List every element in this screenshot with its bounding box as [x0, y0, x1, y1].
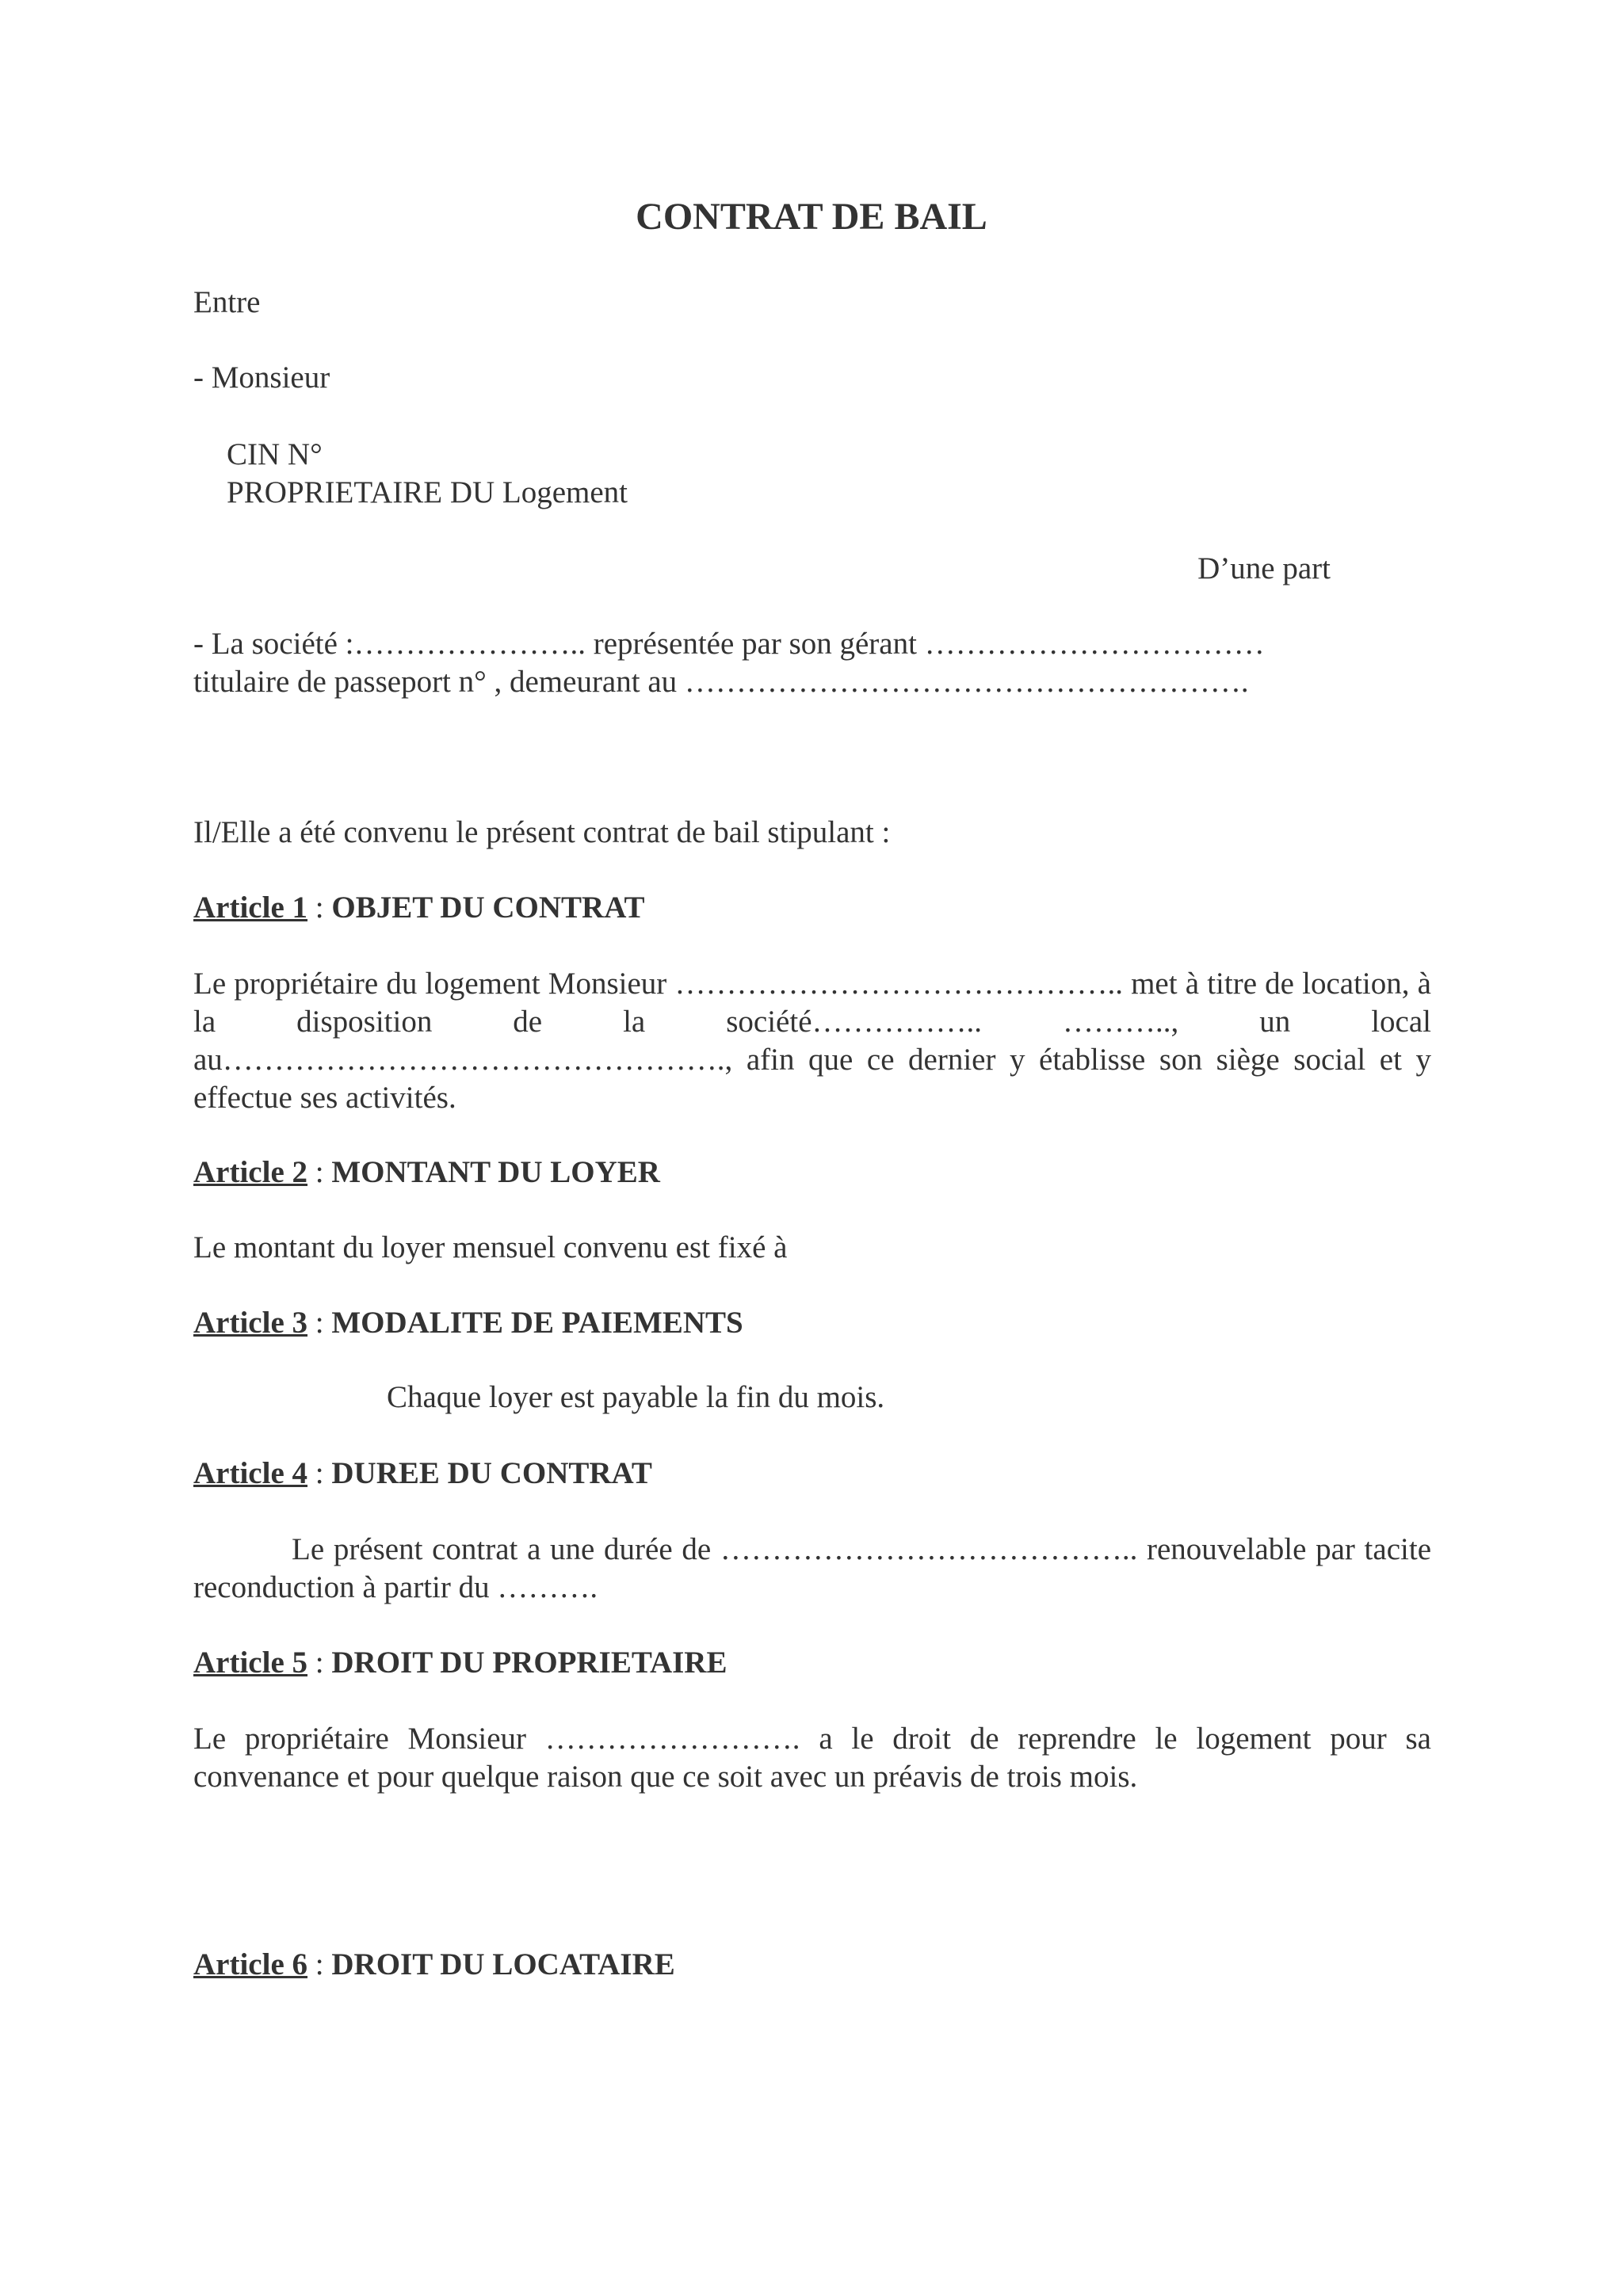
article-5-label: Article 5: [193, 1646, 308, 1680]
article-5-heading: [193, 1644, 1431, 1682]
entre-text: Entre: [193, 285, 261, 319]
proprietaire-line: PROPRIETAIRE DU Logement: [227, 475, 628, 509]
article-2-sep: :: [307, 1155, 332, 1189]
article-1-title: OBJET DU CONTRAT: [331, 891, 645, 925]
article-6-sep: :: [307, 1947, 332, 1981]
article-2-label: Article 2: [193, 1155, 308, 1189]
article-4-title: DUREE DU CONTRAT: [331, 1456, 652, 1490]
article-3-title: MODALITE DE PAIEMENTS: [331, 1306, 743, 1340]
article-1-body: Le propriétaire du logement Monsieur …………………………………….. met à titre de location, à la disposition de la société…………….. ……….., un local au…………………………………………., afin que ce dernier y établisse son siège social et y effectue ses activités.: [193, 967, 1431, 1115]
article-6-title: DROIT DU LOCATAIRE: [331, 1947, 675, 1981]
article-4-sep: :: [307, 1456, 332, 1490]
document-title: CONTRAT DE BAIL: [636, 196, 987, 238]
article-1-heading: [193, 889, 1431, 927]
article-1-sep: :: [307, 891, 332, 925]
cin-line: CIN N°: [227, 437, 323, 471]
article-5-title: DROIT DU PROPRIETAIRE: [331, 1646, 727, 1680]
article-2-title: MONTANT DU LOYER: [331, 1155, 660, 1189]
article-3-body: Chaque loyer est payable la fin du mois.: [387, 1380, 885, 1414]
article-3-sep: :: [307, 1306, 332, 1340]
article-2-heading: [193, 1154, 1431, 1192]
article-2-body: Le montant du loyer mensuel convenu est fixé à: [193, 1230, 788, 1264]
article-6-label: Article 6: [193, 1947, 308, 1981]
article-5-body: Le propriétaire Monsieur ……………………. a le droit de reprendre le logement pour sa convenance et pour quelque raison que ce soit avec un préavis de trois mois.: [193, 1722, 1431, 1794]
dune-part-text: D’une part: [1197, 551, 1331, 585]
monsieur-line: - Monsieur: [193, 360, 330, 395]
article-4-body: Le présent contrat a une durée de ………………………………….. renouvelable par tacite reconduction à partir du ……….: [193, 1532, 1431, 1604]
article-1-label: Article 1: [193, 891, 308, 925]
article-5-sep: :: [307, 1646, 332, 1680]
article-3-heading: [193, 1304, 1431, 1342]
societe-line-2: titulaire de passeport n° , demeurant au ……………………………………………….: [193, 665, 1249, 699]
article-4-label: Article 4: [193, 1456, 308, 1490]
article-4-heading: [193, 1455, 1431, 1493]
article-6-heading: [193, 1946, 1431, 1984]
societe-line-1: - La société :………………….. représentée par son gérant ……………………………: [193, 627, 1265, 661]
article-3-label: Article 3: [193, 1306, 308, 1340]
convenu-text: Il/Elle a été convenu le présent contrat de bail stipulant :: [193, 815, 891, 849]
